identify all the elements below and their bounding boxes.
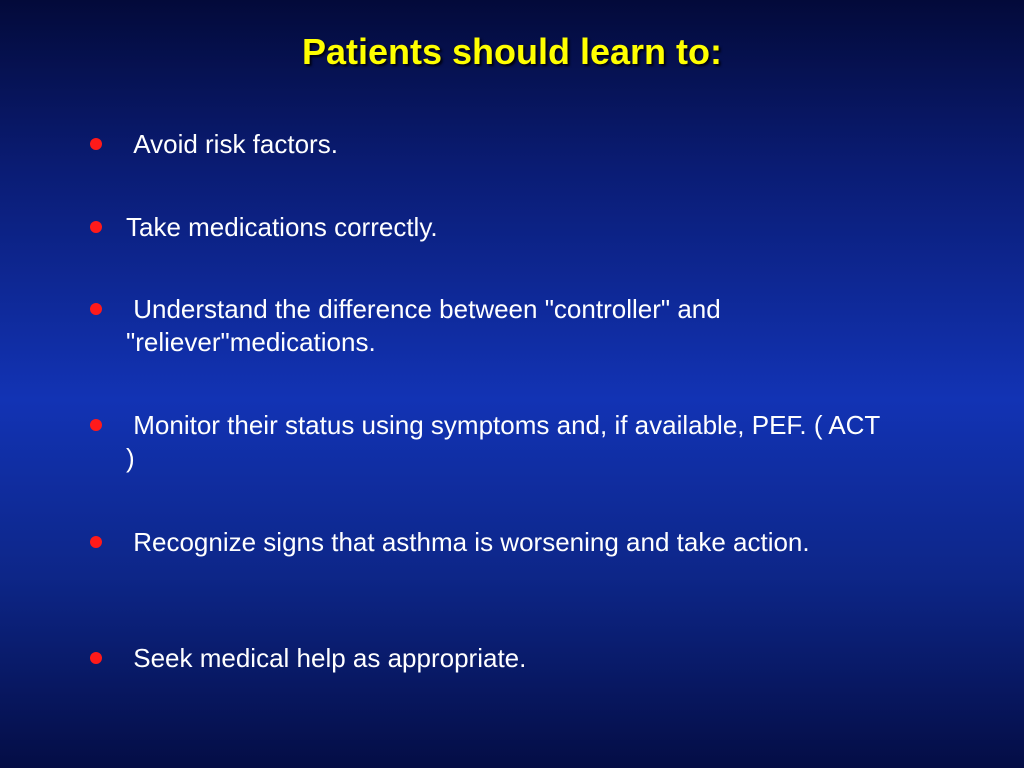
bullet-text: Take medications correctly. [126, 212, 438, 242]
red-dot-bullet-icon [90, 221, 102, 233]
red-dot-bullet-icon [90, 652, 102, 664]
red-dot-bullet-icon [90, 536, 102, 548]
bullet-text: Seek medical help as appropriate. [126, 643, 527, 673]
bullet-item [86, 211, 886, 244]
red-dot-bullet-icon [90, 419, 102, 431]
bullet-item [86, 526, 886, 559]
bullet-item [86, 642, 886, 675]
red-dot-bullet-icon [90, 138, 102, 150]
bullet-item [86, 409, 886, 475]
bullet-text: Avoid risk factors. [126, 129, 338, 159]
slide-title: Patients should learn to: [301, 31, 723, 72]
bullet-item [86, 293, 886, 359]
bullet-text: Monitor their status using symptoms and, if available, PEF. ( ACT ) [126, 410, 888, 473]
bullet-text: Recognize signs that asthma is worsening and take action. [126, 527, 810, 557]
red-dot-bullet-icon [90, 303, 102, 315]
bullet-item [86, 128, 886, 161]
bullet-text: Understand the difference between "controller" and "reliever"medications. [126, 294, 728, 357]
